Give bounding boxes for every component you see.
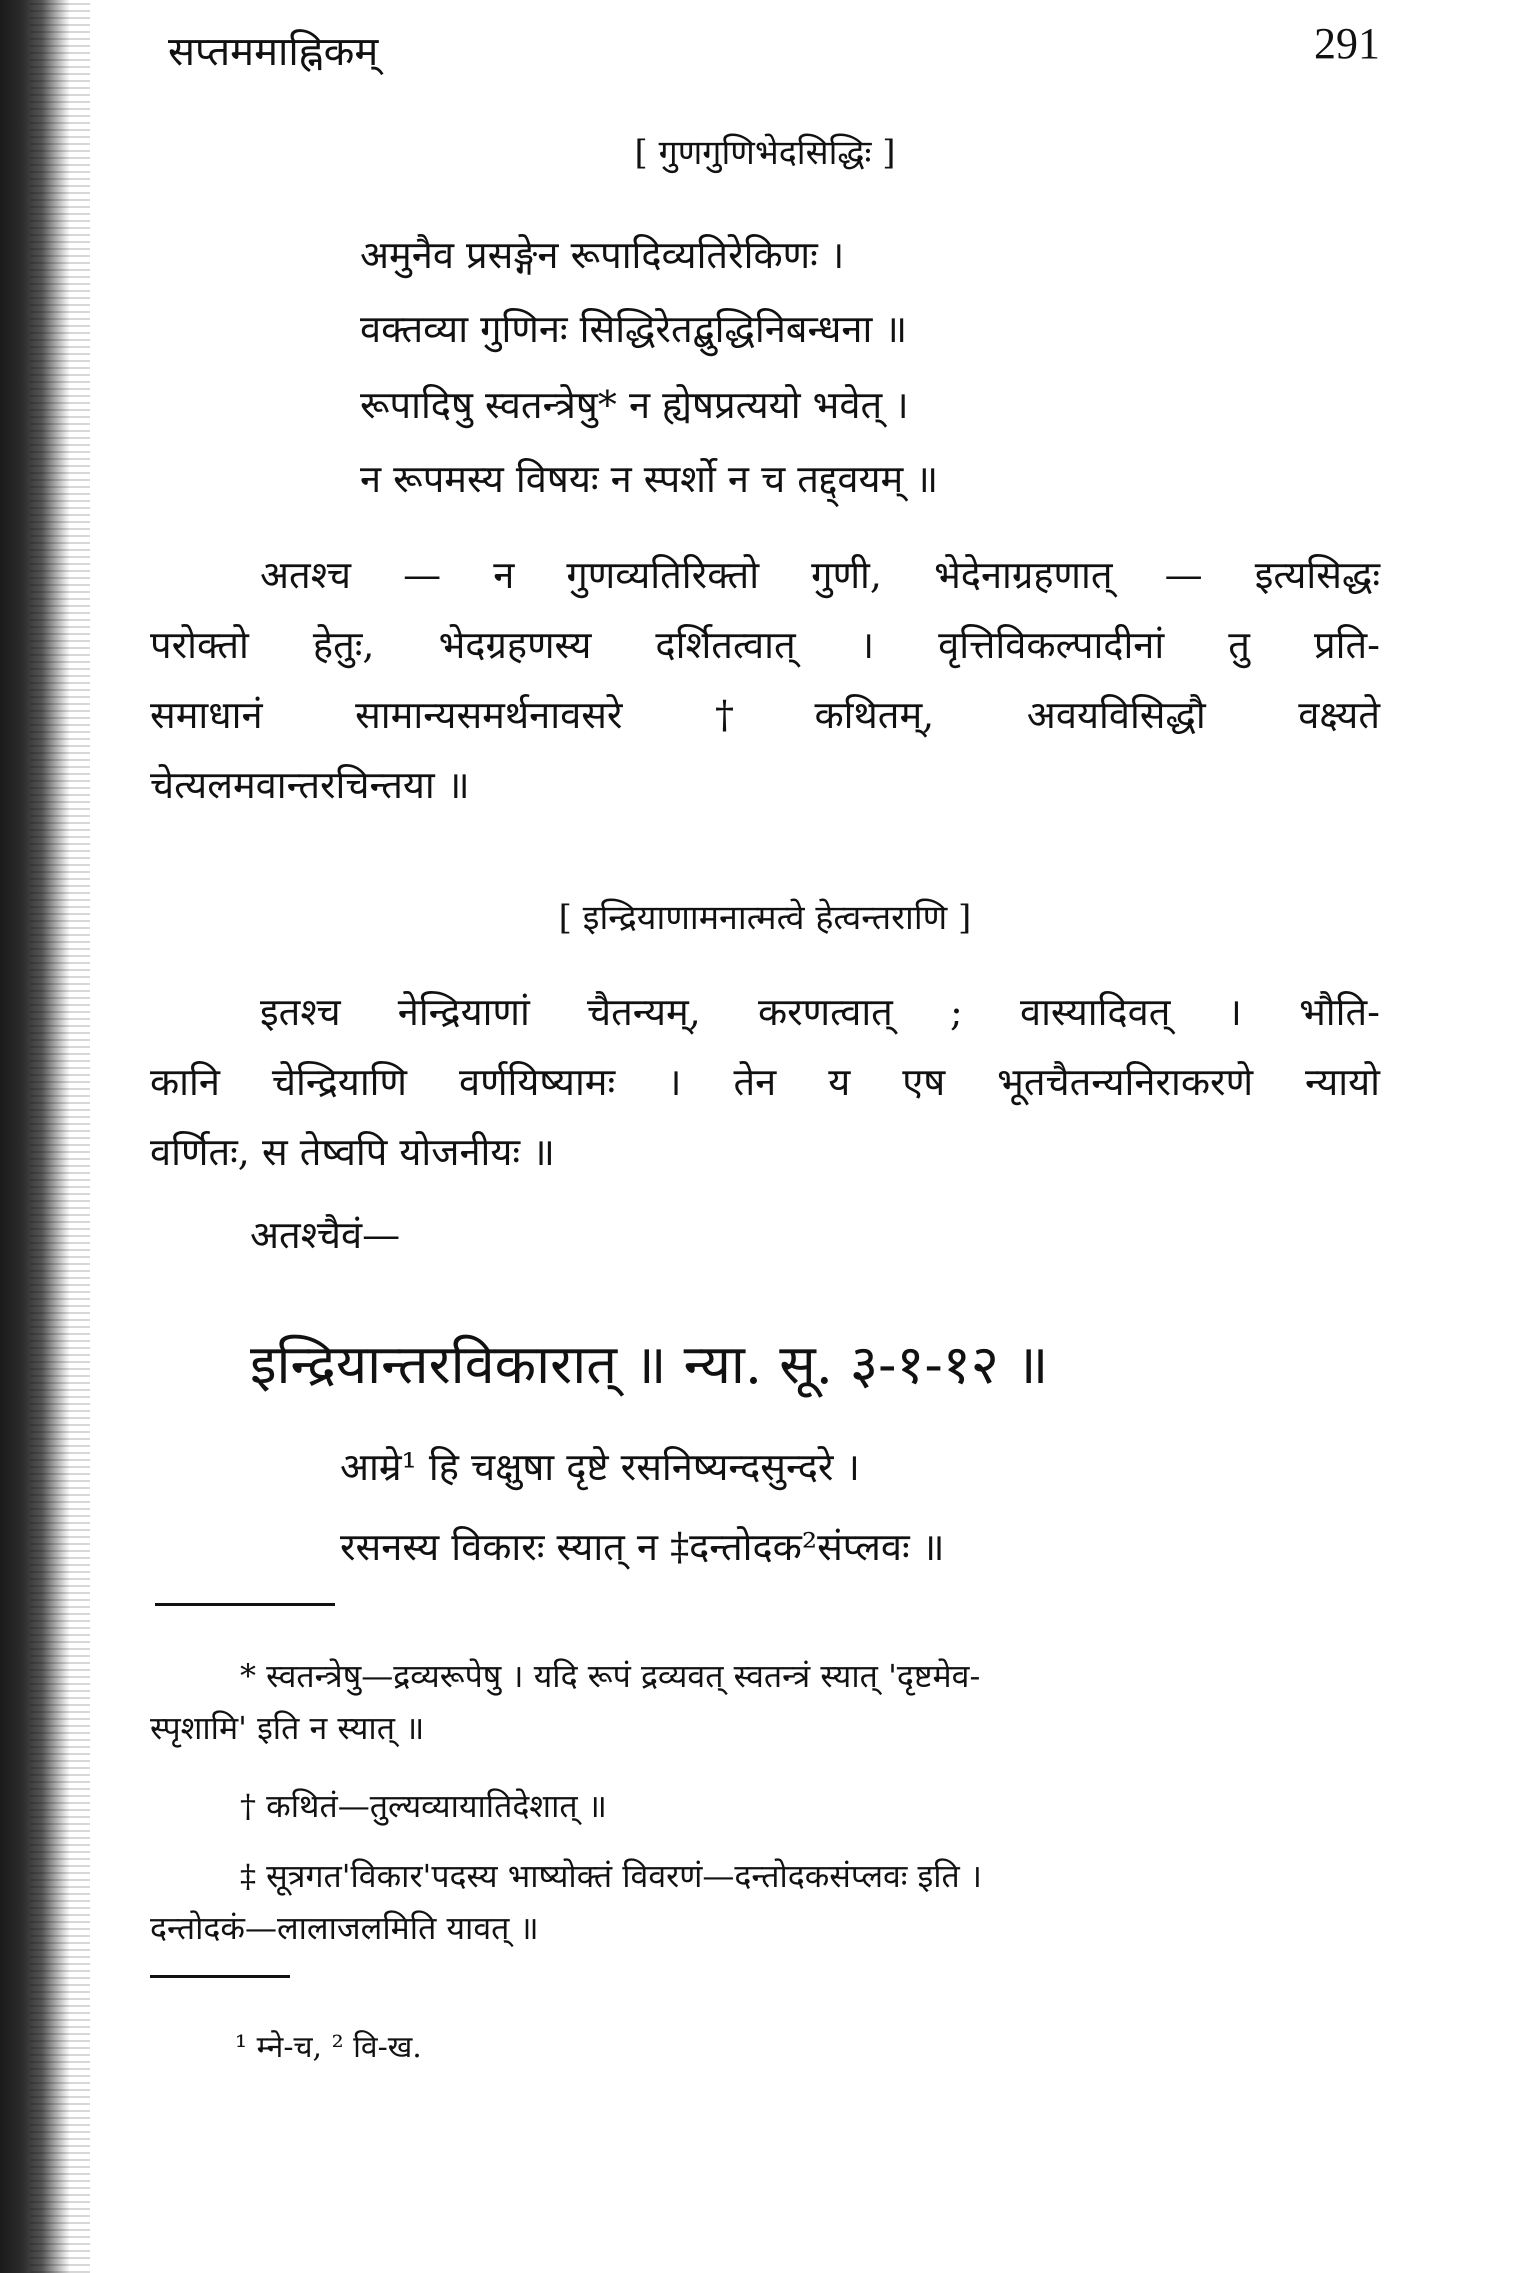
paragraph-1 — [150, 540, 1380, 820]
variant-readings: ¹ म्ने-च, ² वि-ख. — [235, 2030, 422, 2065]
footnote-line: ‡ सूत्रगत'विकार'पदस्य भाष्योक्तं विवरणं—दन्तोदकसंप्लवः इति । — [240, 1857, 983, 1895]
footnote-dagger — [150, 1780, 1380, 1832]
verse-line: रूपादिषु स्वतन्त्रेषु* न ह्येषप्रत्ययो भवेत् । — [360, 383, 909, 427]
intro-phrase: अतश्चैवं— — [250, 1213, 401, 1257]
running-head: सप्तममाह्निकम् — [168, 29, 379, 75]
footnote-star — [150, 1650, 1380, 1754]
verse-line: आम्रे¹ हि चक्षुषा दृष्टे रसनिष्यन्दसुन्दरे । — [340, 1445, 860, 1489]
page-number: 291 — [1314, 19, 1380, 68]
verse-line: न रूपमस्य विषयः न स्पर्शो न च तद्द्वयम् ॥ — [360, 457, 939, 501]
paragraph-line: चेत्यलमवान्तरचिन्तया ॥ — [150, 763, 470, 807]
paragraph-line: परोक्तो हेतुः, भेदग्रहणस्य दर्शितत्वात् । वृत्तिविकल्पादीनां तु प्रति- — [150, 623, 1380, 667]
footnote-double-dagger — [150, 1850, 1380, 1954]
paragraph-line: समाधानं सामान्यसमर्थनावसरे †कथितम्, अवयविसिद्धौ वक्ष्यते — [150, 693, 1380, 737]
paragraph-line: कानि चेन्द्रियाणि वर्णयिष्यामः । तेन य एष भूतचैतन्यनिराकरणे न्यायो — [150, 1060, 1380, 1104]
footnote-line: स्पृशामि' इति न स्यात् ॥ — [150, 1709, 425, 1747]
footnote-line: दन्तोदकं—लालाजलमिति यावत् ॥ — [150, 1909, 539, 1947]
section-title-2: [ इन्द्रियाणामनात्मत्वे हेत्वन्तराणि ] — [558, 898, 972, 938]
book-page — [150, 0, 1380, 2273]
footnote-line: † कथितं—तुल्यव्यायातिदेशात् ॥ — [240, 1787, 607, 1825]
verse-line: वक्तव्या गुणिनः सिद्धिरेतद्बुद्धिनिबन्धना ॥ — [360, 307, 908, 351]
footnote-line: * स्वतन्त्रेषु—द्रव्यरूपेषु । यदि रूपं द्रव्यवत् स्वतन्त्रं स्यात् 'दृष्टमेव- — [240, 1657, 981, 1695]
paragraph-line: वर्णितः, स तेष्वपि योजनीयः ॥ — [150, 1130, 555, 1174]
section-title-1: [ गुणगुणिभेदसिद्धिः ] — [634, 133, 896, 173]
paragraph-line: अतश्च — न गुणव्यतिरिक्तो गुणी, भेदेनाग्रहणात् — इत्यसिद्धः — [260, 553, 1380, 597]
binding-texture — [30, 0, 90, 2273]
verse-line: अमुनैव प्रसङ्गेन रूपादिव्यतिरेकिणः । — [360, 233, 845, 277]
paragraph-line: इतश्च नेन्द्रियाणां चैतन्यम्, करणत्वात् ; वास्यादिवत् । भौति- — [260, 990, 1380, 1034]
footnote-rule — [155, 1603, 335, 1606]
sutra-line: इन्द्रियान्तरविकारात् ॥ न्या. सू. ३-१-१२ ॥ — [250, 1333, 1049, 1396]
paragraph-2 — [150, 977, 1380, 1187]
verse-line: रसनस्य विकारः स्यात् न ‡दन्तोदक²संप्लवः ॥ — [340, 1525, 945, 1569]
variants-rule — [150, 1975, 290, 1978]
